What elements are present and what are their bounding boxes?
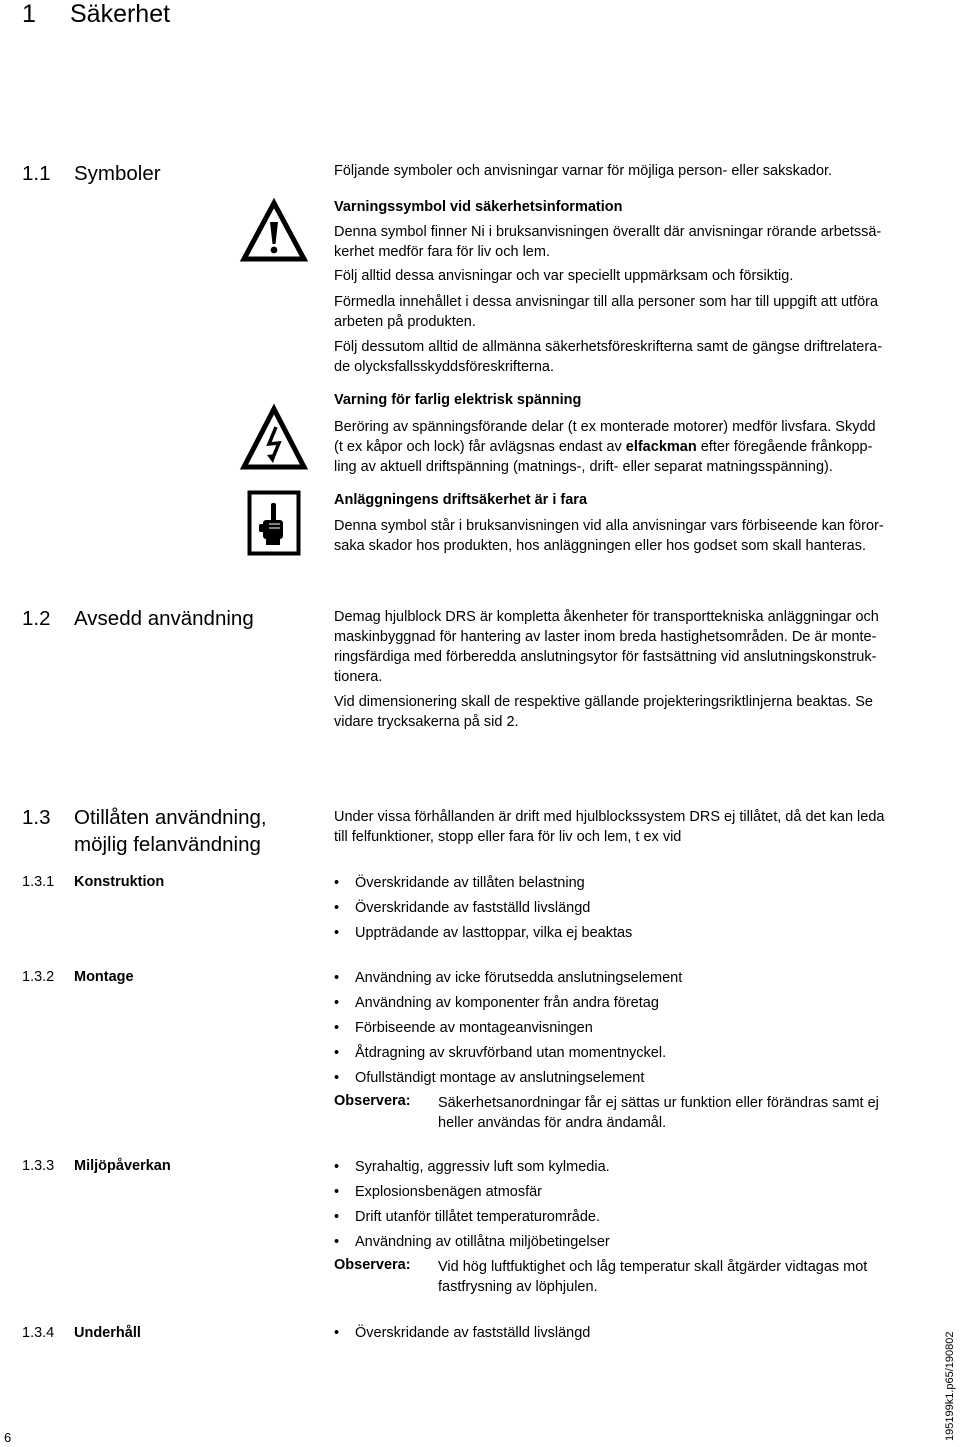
subsection-1-3-1-heading xyxy=(22,874,164,890)
text-line: de olycksfallsskyddsföreskrifterna. xyxy=(334,359,554,375)
text-line: Beröring av spänningsförande delar (t ex monterade motorer) medför livsfara. Skydd xyxy=(334,419,876,435)
list-item xyxy=(334,968,682,988)
list-item-text: Uppträdande av lasttoppar, vilka ej beaktas xyxy=(355,925,633,941)
text-line xyxy=(334,437,934,457)
hand-warning-icon xyxy=(247,490,301,556)
text-line: arbeten på produkten. xyxy=(334,314,476,330)
text-fragment: efter föregående frånkopp- xyxy=(696,439,873,455)
note-text xyxy=(438,1093,928,1133)
chapter-title: Säkerhet xyxy=(70,0,171,28)
section-title: Symboler xyxy=(74,162,161,185)
list-item xyxy=(334,1232,610,1252)
text-line: saka skador hos produkten, hos anläggningen eller hos godset som skall hanteras. xyxy=(334,538,866,554)
section-1-3-heading xyxy=(22,805,267,831)
subsection-number: 1.3.2 xyxy=(22,969,55,985)
warning-paragraph-3 xyxy=(334,292,934,332)
list-item xyxy=(334,1043,666,1063)
list-item-text: Drift utanför tillåtet temperaturområde. xyxy=(355,1209,600,1225)
section-number: 1.1 xyxy=(22,162,51,185)
list-item-text: Syrahaltig, aggressiv luft som kylmedia. xyxy=(355,1159,610,1175)
text-line: vidare trycksakerna på sid 2. xyxy=(334,714,519,730)
text-line: tionera. xyxy=(334,669,383,685)
bullet-icon: • xyxy=(334,1070,340,1086)
list-item-text: Explosionsbenägen atmosfär xyxy=(355,1184,543,1200)
subsection-number: 1.3.3 xyxy=(22,1158,55,1174)
list-item-text: Överskridande av fastställd livslängd xyxy=(355,1325,591,1341)
list-item xyxy=(334,898,590,918)
warning-triangle-icon xyxy=(241,200,307,262)
text-line: Demag hjulblock DRS är kompletta åkenheter för transporttekniska anläggningar och xyxy=(334,609,879,625)
list-item-text: Användning av otillåtna miljöbetingelser xyxy=(355,1234,610,1250)
subsection-title: Konstruktion xyxy=(74,874,165,890)
text-line: Förmedla innehållet i dessa anvisningar till alla personer som har till uppgift att utföra xyxy=(334,294,879,310)
bullet-icon: • xyxy=(334,1209,340,1225)
bullet-icon: • xyxy=(334,1045,340,1061)
list-item-text: Åtdragning av skruvförband utan momentnyckel. xyxy=(355,1045,667,1061)
list-item xyxy=(334,1207,600,1227)
subsection-title: Montage xyxy=(74,969,134,985)
subsection-1-3-2-heading xyxy=(22,969,134,985)
subsection-1-3-3-heading xyxy=(22,1158,171,1174)
section-1-2-heading xyxy=(22,606,254,632)
text-line: ling av aktuell driftspänning (matnings-, drift- eller separat matningsspänning). xyxy=(334,459,833,475)
list-item-text: Användning av komponenter från andra företag xyxy=(355,995,659,1011)
list-item-text: Överskridande av fastställd livslängd xyxy=(355,900,591,916)
list-item-text: Ofullständigt montage av anslutningselement xyxy=(355,1070,645,1086)
emphasis-elfackman: elfackman xyxy=(625,439,697,455)
document-id: 195199k1.p65/190802 xyxy=(944,1331,956,1441)
bullet-icon: • xyxy=(334,900,340,916)
list-item xyxy=(334,1157,610,1177)
list-item xyxy=(334,993,659,1013)
text-line: heller användas för andra ändamål. xyxy=(438,1115,667,1131)
note-label: Observera: xyxy=(334,1093,411,1109)
plant-heading: Anläggningens driftsäkerhet är i fara xyxy=(334,492,588,508)
list-item xyxy=(334,1182,542,1202)
misuse-intro xyxy=(334,807,934,847)
text-line: Vid hög luftfuktighet och låg temperatur skall åtgärder vidtagas mot xyxy=(438,1259,868,1275)
list-item xyxy=(334,1018,593,1038)
section-1-1-heading xyxy=(22,161,161,187)
intended-use-paragraph-2 xyxy=(334,692,934,732)
bullet-icon: • xyxy=(334,970,340,986)
text-fragment: (t ex kåpor och lock) får avlägsnas endast av xyxy=(334,439,626,455)
note-label: Observera: xyxy=(334,1257,411,1273)
text-line: Under vissa förhållanden är drift med hjulblockssystem DRS ej tillåtet, då det kan leda xyxy=(334,809,885,825)
electric-hazard-icon xyxy=(241,405,307,471)
section-title-line1: Otillåten användning, xyxy=(74,806,267,829)
electric-paragraph xyxy=(334,417,934,477)
bullet-icon: • xyxy=(334,995,340,1011)
text-line: Följ dessutom alltid de allmänna säkerhetsföreskrifterna samt de gängse driftrelatera- xyxy=(334,339,883,355)
chapter-heading xyxy=(22,0,170,29)
text-line: maskinbyggnad för hantering av laster inom breda hastighetsområden. De är monte- xyxy=(334,629,877,645)
subsection-1-3-4-heading xyxy=(22,1325,141,1341)
list-item xyxy=(334,873,585,893)
text-line: Denna symbol finner Ni i bruksanvisningen överallt där anvisningar rörande arbetssä- xyxy=(334,224,882,240)
bullet-icon: • xyxy=(334,875,340,891)
bullet-icon: • xyxy=(334,1184,340,1200)
text-line: ringsfärdiga med förberedda anslutningsytor för fastsättning vid anslutningskonstruk- xyxy=(334,649,877,665)
list-item xyxy=(334,923,632,943)
bullet-icon: • xyxy=(334,1159,340,1175)
intended-use-paragraph-1 xyxy=(334,607,934,687)
list-item-text: Överskridande av tillåten belastning xyxy=(355,875,585,891)
list-item xyxy=(334,1323,590,1343)
subsection-number: 1.3.1 xyxy=(22,874,55,890)
list-item xyxy=(334,1068,644,1088)
subsection-title: Miljöpåverkan xyxy=(74,1158,171,1174)
bullet-icon: • xyxy=(334,1234,340,1250)
section-number: 1.2 xyxy=(22,607,51,630)
bullet-icon: • xyxy=(334,925,340,941)
section-title-line2: möjlig felanvändning xyxy=(74,833,261,856)
plant-paragraph xyxy=(334,516,934,556)
text-line: Vid dimensionering skall de respektive gällande projekteringsriktlinjerna beaktas. Se xyxy=(334,694,873,710)
text-line: Säkerhetsanordningar får ej sättas ur funktion eller förändras samt ej xyxy=(438,1095,879,1111)
list-item-text: Användning av icke förutsedda anslutningselement xyxy=(355,970,683,986)
bullet-icon: • xyxy=(334,1020,340,1036)
subsection-title: Underhåll xyxy=(74,1325,141,1341)
section-number: 1.3 xyxy=(22,806,51,829)
section-title: Avsedd användning xyxy=(74,607,254,630)
text-line: till felfunktioner, stopp eller fara för liv och lem, t ex vid xyxy=(334,829,682,845)
bullet-icon: • xyxy=(334,1325,340,1341)
intro-text: Följande symboler och anvisningar varnar för möjliga person- eller sakskador. xyxy=(334,163,833,179)
text-line: fastfrysning av löphjulen. xyxy=(438,1279,598,1295)
warning-heading: Varningssymbol vid säkerhetsinformation xyxy=(334,199,623,215)
warning-paragraph-2: Följ alltid dessa anvisningar och var speciellt uppmärksam och försiktig. xyxy=(334,268,794,284)
warning-paragraph-4 xyxy=(334,337,934,377)
subsection-number: 1.3.4 xyxy=(22,1325,55,1341)
text-line: Denna symbol står i bruksanvisningen vid alla anvisningar vars förbiseende kan föror- xyxy=(334,518,884,534)
chapter-number: 1 xyxy=(22,0,36,28)
note-text xyxy=(438,1257,928,1297)
page-number: 6 xyxy=(4,1430,12,1445)
electric-heading: Varning för farlig elektrisk spänning xyxy=(334,392,582,408)
list-item-text: Förbiseende av montageanvisningen xyxy=(355,1020,593,1036)
warning-paragraph-1 xyxy=(334,222,934,262)
text-line: kerhet medför fara för liv och lem. xyxy=(334,244,550,260)
